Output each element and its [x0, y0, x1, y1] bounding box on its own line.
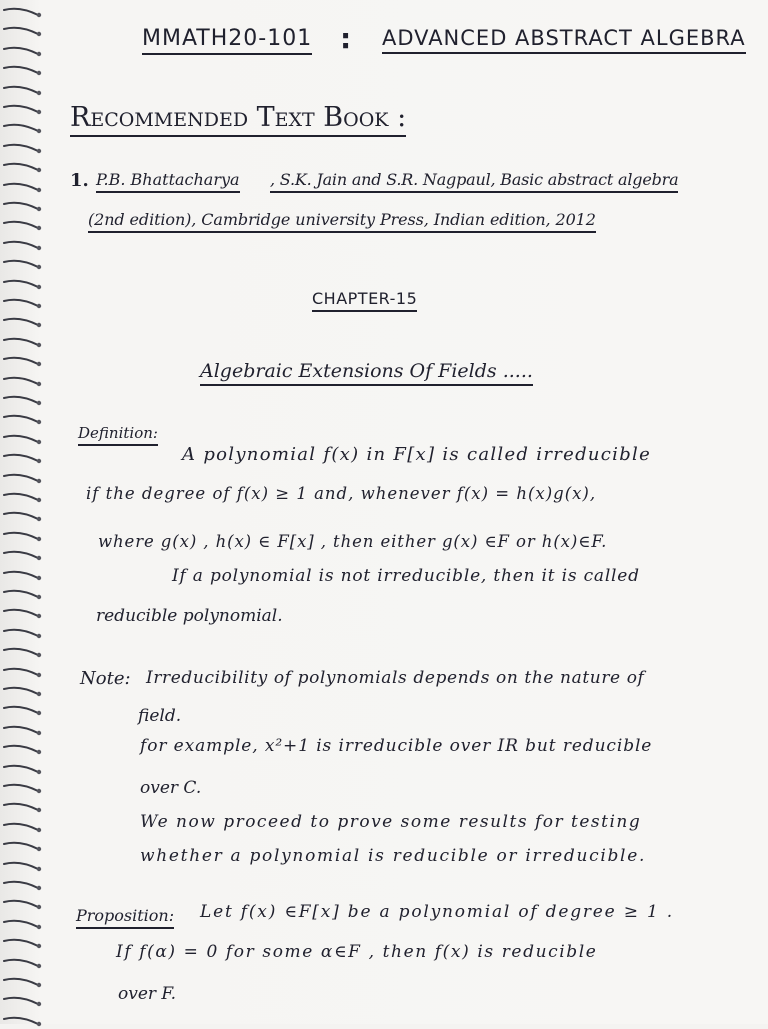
definition-line-4: If a polynomial is not irreducible, then it is called: [172, 566, 640, 586]
spiral-ring: [2, 666, 42, 680]
spiral-ring: [2, 355, 42, 369]
spiral-ring: [2, 627, 42, 641]
proposition-line-3: over F.: [118, 984, 176, 1004]
definition-line-3: where g(x) , h(x) ∈ F[x] , then either g(x) ∈F or h(x)∈F.: [98, 532, 608, 551]
spiral-ring: [2, 278, 42, 292]
reference-authors-1: P.B. Bhattacharya: [96, 170, 240, 193]
spiral-ring: [2, 142, 42, 156]
spiral-ring: [2, 239, 42, 253]
spiral-ring: [2, 821, 42, 835]
spiral-ring: [2, 258, 42, 272]
note-line-2: field.: [138, 706, 182, 726]
spiral-ring: [2, 25, 42, 39]
spiral-ring: [2, 336, 42, 350]
proposition-line-2: If f(α) = 0 for some α∈F , then f(x) is reducible: [116, 942, 598, 962]
spiral-ring: [2, 763, 42, 777]
spiral-ring: [2, 607, 42, 621]
note-label: Note:: [80, 668, 131, 689]
course-code: MMATH20-101: [142, 26, 312, 55]
spiral-ring: [2, 724, 42, 738]
spiral-ring: [2, 840, 42, 854]
spiral-ring: [2, 200, 42, 214]
spiral-ring: [2, 549, 42, 563]
spiral-ring: [2, 84, 42, 98]
spiral-ring: [2, 995, 42, 1009]
spiral-ring: [2, 413, 42, 427]
note-line-6: whether a polynomial is reducible or irreducible.: [140, 846, 647, 866]
header-separator: :: [340, 22, 353, 55]
spiral-ring: [2, 510, 42, 524]
course-title: ADVANCED ABSTRACT ALGEBRA: [382, 26, 746, 54]
spiral-ring: [2, 530, 42, 544]
definition-label: Definition:: [78, 424, 158, 446]
note-line-4: over C.: [140, 778, 202, 798]
spiral-ring: [2, 181, 42, 195]
spiral-ring: [2, 6, 42, 20]
spiral-ring: [2, 918, 42, 932]
spiral-ring: [2, 801, 42, 815]
spiral-ring: [2, 433, 42, 447]
spiral-ring: [2, 898, 42, 912]
spiral-ring: [2, 64, 42, 78]
proposition-label: Proposition:: [76, 906, 174, 929]
spiral-ring: [2, 472, 42, 486]
spiral-ring: [2, 1015, 42, 1029]
spiral-ring: [2, 45, 42, 59]
spiral-ring: [2, 860, 42, 874]
spiral-ring: [2, 976, 42, 990]
spiral-ring: [2, 452, 42, 466]
spiral-ring: [2, 957, 42, 971]
spiral-ring: [2, 394, 42, 408]
spiral-ring: [2, 704, 42, 718]
spiral-ring: [2, 937, 42, 951]
spiral-ring: [2, 103, 42, 117]
spiral-ring: [2, 588, 42, 602]
reference-number: 1.: [70, 170, 89, 191]
spiral-ring: [2, 122, 42, 136]
spiral-ring: [2, 297, 42, 311]
definition-line-5: reducible polynomial.: [96, 606, 283, 626]
spiral-ring: [2, 161, 42, 175]
spiral-ring: [2, 646, 42, 660]
spiral-ring: [2, 491, 42, 505]
chapter-title: Algebraic Extensions Of Fields .....: [200, 360, 533, 386]
recommended-heading: Recommended Text Book :: [70, 102, 406, 137]
proposition-line-1: Let f(x) ∈F[x] be a polynomial of degree ≥ 1 .: [200, 902, 675, 922]
spiral-ring: [2, 782, 42, 796]
spiral-ring: [2, 685, 42, 699]
spiral-ring: [2, 316, 42, 330]
spiral-binding: [0, 0, 48, 1024]
spiral-ring: [2, 219, 42, 233]
spiral-ring: [2, 743, 42, 757]
definition-line-2: if the degree of f(x) ≥ 1 and, whenever f(x) = h(x)g(x),: [86, 484, 597, 503]
spiral-ring: [2, 879, 42, 893]
reference-line-2: (2nd edition), Cambridge university Press, Indian edition, 2012: [88, 210, 596, 233]
spiral-ring: [2, 375, 42, 389]
note-line-3: for example, x²+1 is irreducible over IR but reducible: [140, 736, 653, 756]
definition-line-1: A polynomial f(x) in F[x] is called irreducible: [182, 444, 652, 465]
reference-line-1: , S.K. Jain and S.R. Nagpaul, Basic abstract algebra: [270, 170, 678, 193]
note-line-1: Irreducibility of polynomials depends on the nature of: [146, 668, 645, 688]
spiral-ring: [2, 569, 42, 583]
chapter-label: CHAPTER-15: [312, 289, 417, 312]
note-line-5: We now proceed to prove some results for testing: [140, 812, 642, 832]
